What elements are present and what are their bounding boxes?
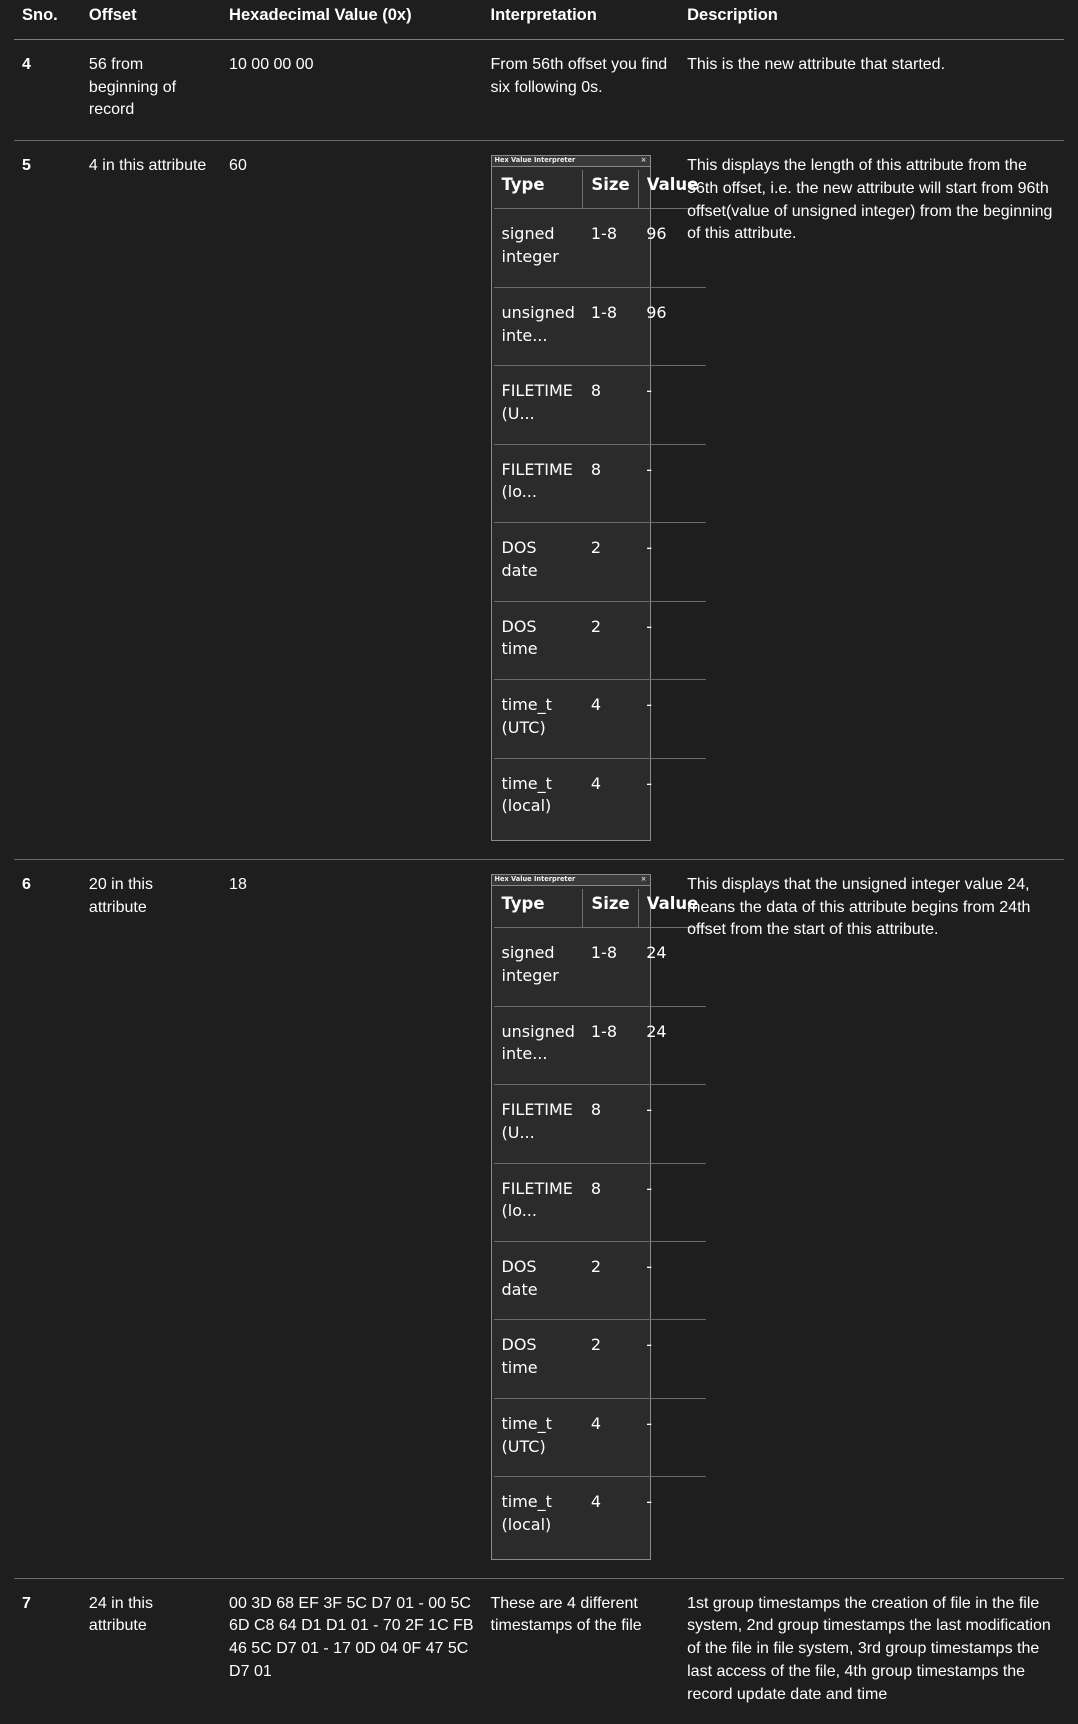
table-header-row bbox=[14, 0, 1064, 40]
cell-interpretation: These are 4 different timestamps of the file bbox=[483, 1578, 680, 1724]
cell-hex: 18 bbox=[221, 859, 482, 1578]
hvi-size: 2 bbox=[583, 601, 638, 679]
hvi-row bbox=[494, 1085, 707, 1163]
hvi-type: time_t (UTC) bbox=[494, 680, 583, 758]
table-row bbox=[14, 1578, 1064, 1724]
hvi-value: 24 bbox=[638, 928, 706, 1006]
column-header-sno: Sno. bbox=[14, 0, 81, 40]
hvi-value: - bbox=[638, 1242, 706, 1320]
cell-description: This is the new attribute that started. bbox=[679, 40, 1064, 141]
hvi-column-size: Size bbox=[583, 170, 638, 209]
hex-value-interpreter-body bbox=[492, 167, 650, 840]
hvi-type: DOS time bbox=[494, 1320, 583, 1398]
hvi-column-value: Value bbox=[638, 170, 706, 209]
cell-description: This displays that the unsigned integer value 24, means the data of this attribute begins from 24th offset from the start of this attribute. bbox=[679, 859, 1064, 1578]
hvi-value: - bbox=[638, 758, 706, 836]
hvi-value: - bbox=[638, 523, 706, 601]
hvi-size: 4 bbox=[583, 1477, 638, 1555]
hvi-row bbox=[494, 758, 707, 836]
hvi-size: 8 bbox=[583, 1163, 638, 1241]
hvi-row bbox=[494, 928, 707, 1006]
cell-sno: 6 bbox=[14, 859, 81, 1578]
cell-interpretation: From 56th offset you find six following 0s. bbox=[483, 40, 680, 141]
hvi-value: - bbox=[638, 444, 706, 522]
hex-value-interpreter-table bbox=[494, 170, 707, 836]
hvi-size: 8 bbox=[583, 366, 638, 444]
hvi-column-value: Value bbox=[638, 889, 706, 928]
cell-interpretation bbox=[483, 141, 680, 860]
hvi-size: 4 bbox=[583, 1398, 638, 1476]
hvi-type: DOS date bbox=[494, 1242, 583, 1320]
hvi-size: 1-8 bbox=[583, 1006, 638, 1084]
hvi-type: DOS time bbox=[494, 601, 583, 679]
hvi-type: time_t (local) bbox=[494, 1477, 583, 1555]
column-header-offset: Offset bbox=[81, 0, 221, 40]
hvi-column-type: Type bbox=[494, 170, 583, 209]
cell-offset: 24 in this attribute bbox=[81, 1578, 221, 1724]
cell-interpretation bbox=[483, 859, 680, 1578]
table-row bbox=[14, 859, 1064, 1578]
hex-value-interpreter-title: Hex Value Interpreter bbox=[495, 876, 576, 883]
hvi-value: - bbox=[638, 680, 706, 758]
cell-sno: 7 bbox=[14, 1578, 81, 1724]
hex-value-interpreter-window[interactable] bbox=[491, 874, 651, 1560]
table-body bbox=[14, 40, 1064, 1724]
hvi-size: 4 bbox=[583, 758, 638, 836]
column-header-interpretation: Interpretation bbox=[483, 0, 680, 40]
hvi-type: DOS date bbox=[494, 523, 583, 601]
table-header bbox=[14, 0, 1064, 40]
hex-value-interpreter-body bbox=[492, 886, 650, 1559]
hvi-size: 2 bbox=[583, 523, 638, 601]
hvi-size: 8 bbox=[583, 1085, 638, 1163]
hvi-row bbox=[494, 1477, 707, 1555]
cell-sno: 5 bbox=[14, 141, 81, 860]
hvi-value: - bbox=[638, 1398, 706, 1476]
hvi-size: 2 bbox=[583, 1242, 638, 1320]
hvi-size: 2 bbox=[583, 1320, 638, 1398]
hvi-type: signed integer bbox=[494, 928, 583, 1006]
hex-value-interpreter-window[interactable] bbox=[491, 155, 651, 841]
hvi-type: unsigned inte... bbox=[494, 287, 583, 365]
hvi-row bbox=[494, 601, 707, 679]
hvi-type: unsigned inte... bbox=[494, 1006, 583, 1084]
hex-value-interpreter-titlebar bbox=[492, 156, 650, 167]
hvi-type: FILETIME (U... bbox=[494, 1085, 583, 1163]
hvi-row bbox=[494, 1320, 707, 1398]
hvi-row bbox=[494, 680, 707, 758]
hvi-value: - bbox=[638, 1085, 706, 1163]
hvi-row bbox=[494, 1006, 707, 1084]
table-row bbox=[14, 141, 1064, 860]
hvi-type: FILETIME (lo... bbox=[494, 444, 583, 522]
hvi-value: - bbox=[638, 1477, 706, 1555]
table-row bbox=[14, 40, 1064, 141]
column-header-description: Description bbox=[679, 0, 1064, 40]
hvi-type: time_t (UTC) bbox=[494, 1398, 583, 1476]
hvi-value: - bbox=[638, 1320, 706, 1398]
hvi-row bbox=[494, 1242, 707, 1320]
cell-offset: 56 from beginning of record bbox=[81, 40, 221, 141]
cell-description: This displays the length of this attribute from the 56th offset, i.e. the new attribute will start from 96th offset(value of unsigned integer) from the beginning of this attribute. bbox=[679, 141, 1064, 860]
hvi-size: 1-8 bbox=[583, 287, 638, 365]
cell-description: 1st group timestamps the creation of file in the file system, 2nd group timestamps the last modification of the file in file system, 3rd group timestamps the last access of the file, 4th group timestamps the record update date and time bbox=[679, 1578, 1064, 1724]
hvi-type: FILETIME (U... bbox=[494, 366, 583, 444]
cell-hex: 00 3D 68 EF 3F 5C D7 01 - 00 5C 6D C8 64 D1 D1 01 - 70 2F 1C FB 46 5C D7 01 - 17 0D 04 0F 47 5C D7 01 bbox=[221, 1578, 482, 1724]
hvi-type: FILETIME (lo... bbox=[494, 1163, 583, 1241]
hvi-value: - bbox=[638, 1163, 706, 1241]
hvi-row bbox=[494, 1163, 707, 1241]
hvi-value: - bbox=[638, 366, 706, 444]
hvi-row bbox=[494, 1398, 707, 1476]
hex-value-interpreter-titlebar bbox=[492, 875, 650, 886]
attribute-offsets-table bbox=[14, 0, 1064, 1724]
cell-offset: 4 in this attribute bbox=[81, 141, 221, 860]
hvi-size: 1-8 bbox=[583, 928, 638, 1006]
hvi-size: 8 bbox=[583, 444, 638, 522]
hvi-column-size: Size bbox=[583, 889, 638, 928]
hvi-row bbox=[494, 523, 707, 601]
cell-offset: 20 in this attribute bbox=[81, 859, 221, 1578]
cell-sno: 4 bbox=[14, 40, 81, 141]
hvi-size: 1-8 bbox=[583, 209, 638, 287]
hvi-value: - bbox=[638, 601, 706, 679]
hvi-value: 24 bbox=[638, 1006, 706, 1084]
hvi-row bbox=[494, 209, 707, 287]
hvi-type: time_t (local) bbox=[494, 758, 583, 836]
hex-value-interpreter-table bbox=[494, 889, 707, 1555]
hvi-row bbox=[494, 287, 707, 365]
hvi-column-type: Type bbox=[494, 889, 583, 928]
hvi-type: signed integer bbox=[494, 209, 583, 287]
column-header-hexadecimal-value: Hexadecimal Value (0x) bbox=[221, 0, 482, 40]
hvi-size: 4 bbox=[583, 680, 638, 758]
cell-hex: 60 bbox=[221, 141, 482, 860]
hvi-row bbox=[494, 444, 707, 522]
document-page bbox=[0, 0, 1078, 698]
close-icon[interactable]: × bbox=[641, 876, 647, 884]
hex-value-interpreter-title: Hex Value Interpreter bbox=[495, 157, 576, 164]
cell-hex: 10 00 00 00 bbox=[221, 40, 482, 141]
close-icon[interactable]: × bbox=[641, 157, 647, 165]
hvi-value: 96 bbox=[638, 209, 706, 287]
hvi-value: 96 bbox=[638, 287, 706, 365]
hvi-row bbox=[494, 366, 707, 444]
